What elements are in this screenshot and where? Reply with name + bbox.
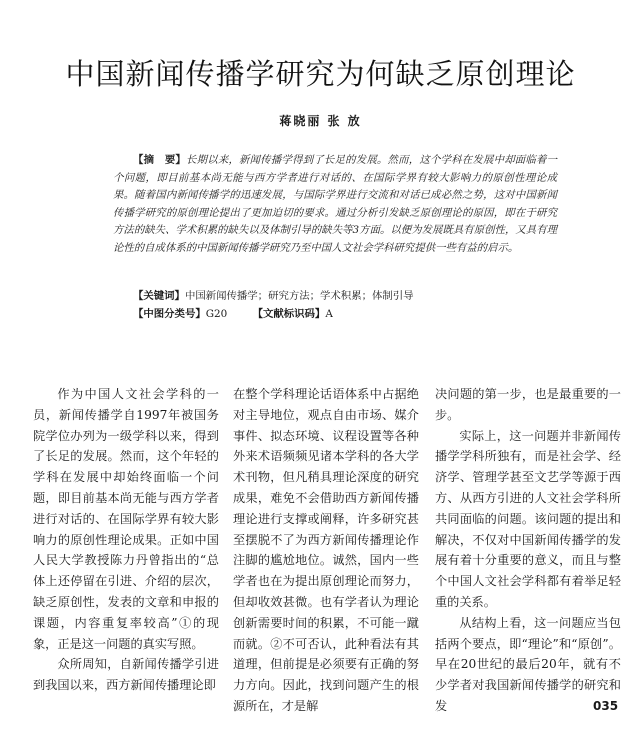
article-authors: 蒋晓丽 张 放 [279, 114, 362, 128]
keywords-text: 中国新闻传播学；研究方法；学术积累；体制引导 [184, 290, 414, 302]
abstract [113, 152, 557, 258]
body-paragraph: 决问题的第一步，也是最重要的一步。 [435, 387, 621, 422]
body-paragraph: 从结构上看，这一问题应当包括两个要点，即“理论”和“原创”。早在20世纪的最后20年，就有不少学者对我国新闻传播学的研究和发 [435, 615, 621, 713]
keywords [133, 287, 563, 302]
keywords-label: 【关键词】 [133, 290, 185, 302]
body-column-2 [233, 384, 419, 717]
page-number: 035 [593, 699, 619, 713]
body-paragraph: 在整个学科理论话语体系中占据绝对主导地位，观点自由市场、媒介事件、拟态环境、议程设置等各种外来术语频频见诸本学科的各大学术刊物，但凡稍具理论深度的研究成果，难免不会借助西方新闻传播理论进行支撑或阐释，许多研究甚至摆脱不了为西方新闻传播理论作注脚的尴尬地位。诚然，国内一些学者也在为提出原创理论而努力，但却收效甚微。也有学者认为理论创新需要时间的积累，不可能一蹴而就。②不可否认，此种看法有其道理，但前提是必须要有正确的努力方向。因此，找到问题产生的根源所在，才是解 [233, 387, 419, 713]
body-column-3 [435, 384, 621, 717]
article-title: 中国新闻传播学研究为何缺乏原创理论 [65, 57, 576, 91]
abstract-text: 长期以来，新闻传播学得到了长足的发展。然而，这个学科在发展中却面临着一个问题，即目前基本尚无能与西方学者进行对话的、在国际学界有较大影响力的原创性理论成果。随着国内新闻传播学的迅速发展，与国际学界进行交流和对话已成必然之势，这对中国新闻传播学研究的原创理论提出了更加迫切的要求。通过分析引发缺乏原创理论的原因，即在于研究方法的缺失、学术积累的缺失以及体制引导的缺失等3方面。以便为发展既具有原创性，又具有理论性的自成体系的中国新闻传播学研究乃至中国人文社会学科研究提供一些有益的启示。 [113, 154, 558, 254]
document-code-value: A [325, 308, 333, 320]
clc-value: G20 [205, 308, 228, 320]
body-paragraph: 实际上，这一问题并非新闻传播学学科所独有，而是社会学、经济学、管理学甚至文艺学等源于西方、从西方引进的人文社会学科所共同面临的问题。该问题的提出和解决，不仅对中国新闻传播学的发展有着十分重要的意义，而且与整个中国人文社会学科都有着举足轻重的关系。 [435, 428, 621, 609]
body-column-1 [33, 384, 219, 696]
clc-label: 【中图分类号】 [133, 308, 206, 320]
abstract-label: 【摘 要】 [133, 154, 187, 166]
body-paragraph: 众所周知，自新闻传播学引进到我国以来，西方新闻传播理论即 [33, 657, 219, 693]
classification-line [133, 305, 563, 320]
abstract-paragraph [113, 152, 557, 258]
document-code-label: 【文献标识码】 [252, 308, 326, 320]
body-paragraph: 作为中国人文社会学科的一员，新闻传播学自1997年被国务院学位办列为一级学科以来，得到了长足的发展。然而，这个年轻的学科在发展中却始终面临一个问题，即目前基本尚无能与西方学者进行对话的、在国际学界有较大影响力的原创性理论成果。正如中国人民大学教授陈力丹曾指出的“总体上还停留在引进、介绍的层次，缺乏原创性，发表的文章和申报的课题，内容重复率较高”①的现象，正是这一问题的真实写照。 [33, 387, 219, 651]
